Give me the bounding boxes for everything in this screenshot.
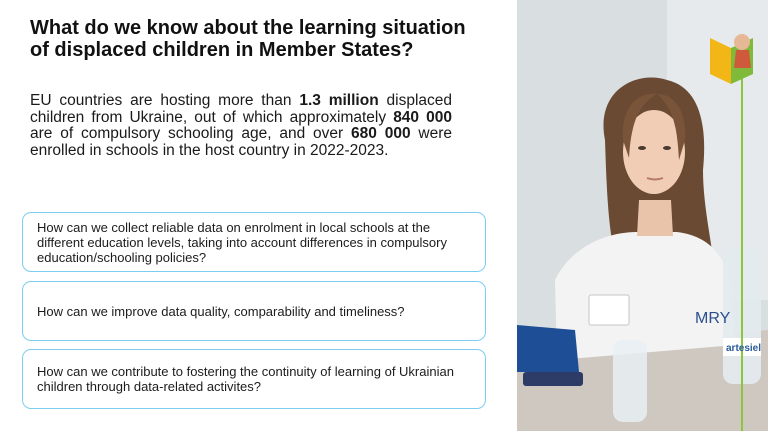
question-text: How can we contribute to fostering the continuity of learning of Ukrainian children through data-related activites?: [37, 364, 454, 394]
blue-folder: [517, 325, 579, 372]
tshirt: [555, 232, 735, 360]
photo-panel: [517, 0, 768, 431]
lead-bold-children: 1.3 million: [299, 92, 379, 109]
tshirt-text: MRY: [695, 310, 731, 327]
lead-text-4: were enrolled in schools in the host country in 2022-2023.: [30, 125, 452, 159]
question-text: How can we collect reliable data on enrolment in local schools at the different education levels, taking into account differences in compulsory education/schooling policies?: [37, 219, 447, 265]
left-eye: [638, 146, 646, 150]
question-box: [22, 349, 486, 409]
slide-title: [30, 17, 500, 61]
title-line-2: of displaced children in Member States?: [30, 39, 414, 61]
question-box: [22, 281, 486, 341]
lead-text-1: EU countries are hosting more than: [30, 92, 300, 109]
logo-child-body: [734, 50, 751, 68]
logo-child-head: [734, 34, 750, 50]
name-badge: [589, 295, 629, 325]
lead-bold-compulsory: 840 000: [393, 108, 452, 126]
question-text: How can we improve data quality, comparability and timeliness?: [37, 303, 405, 319]
lead-bold-enrolled: 680 000: [351, 125, 411, 142]
question-box: [22, 212, 486, 272]
lead-text-2: displaced children from Ukraine, out of which approximately: [30, 92, 452, 126]
right-eye: [663, 146, 671, 150]
title-line-1: What do we know about the learning situation: [30, 17, 466, 39]
bottle-front: [613, 340, 647, 422]
lead-text-3: are of compulsory schooling age, and over: [30, 125, 352, 142]
neck: [637, 200, 673, 236]
bottle-label-text: artesiel: [726, 343, 762, 354]
phone: [523, 372, 583, 386]
photo-illustration: [517, 0, 768, 431]
lead-paragraph: [30, 93, 452, 159]
